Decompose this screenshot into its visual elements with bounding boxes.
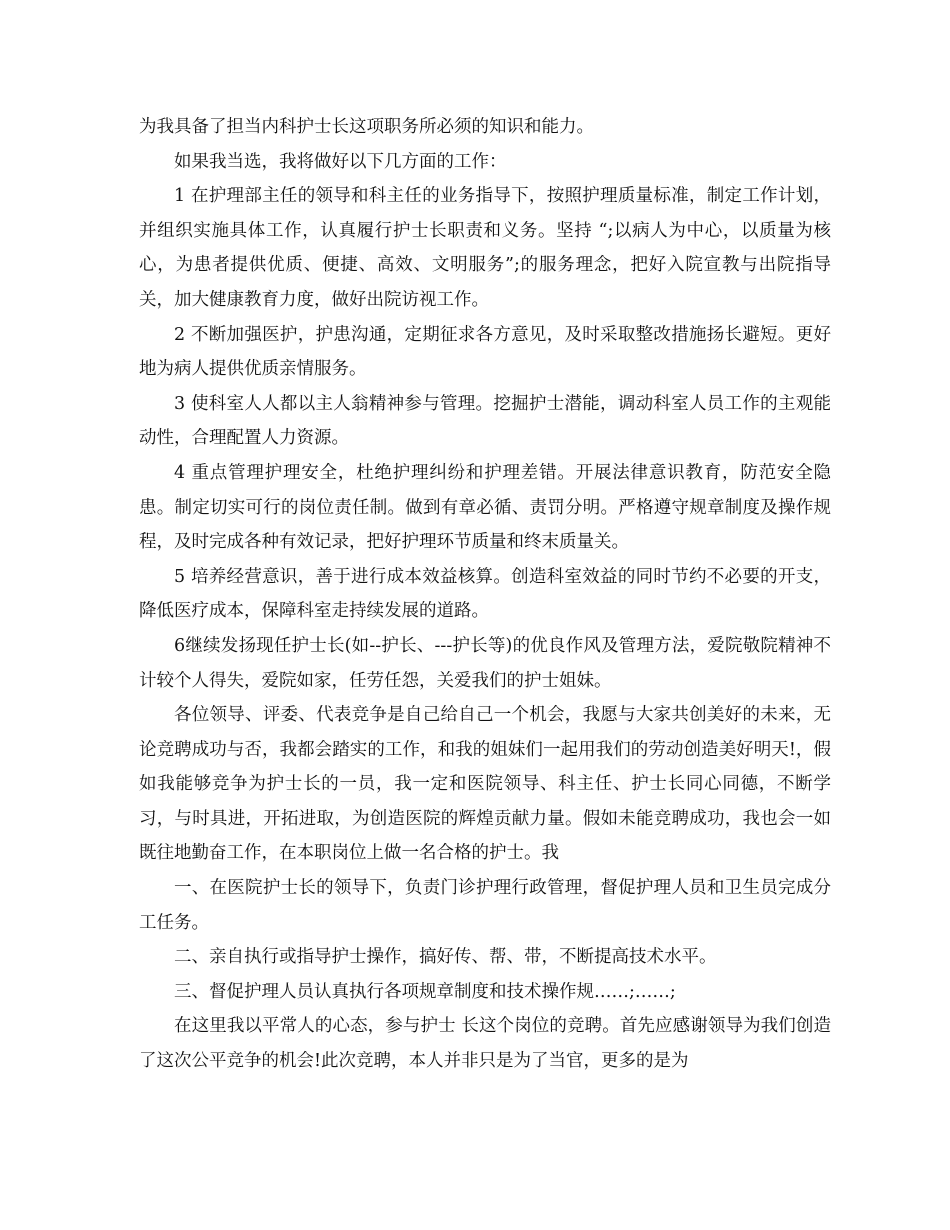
paragraph: 三、督促护理人员认真执行各项规章制度和技术操作规……;……; [174,981,676,1002]
paragraph: 4 重点管理护理安全，杜绝护理纠纷和护理差错。开展法律意识教育，防范安全隐患。制定切实可行的岗位责任制。做到有章必循、责罚分明。严格遵守规章制度及操作规程，及时完成各种有效记录，把好护理环节质量和终末质量关。 [139,462,831,553]
paragraph: 如果我当选，我将做好以下几方面的工作： [174,151,507,172]
paragraph: 2 不断加强医护，护患沟通，定期征求各方意见，及时采取整改措施扬长避短。更好地为病人提供优质亲情服务。 [139,324,831,380]
paragraph: 6继续发扬现任护士长(如--护长、---护长等)的优良作风及管理方法，爱院敬院精神不计较个人得失，爱院如家，任劳任怨，关爱我们的护士姐妹。 [139,635,831,691]
paragraph: 各位领导、评委、代表竞争是自己给自己一个机会，我愿与大家共创美好的未来，无论竞聘成功与否，我都会踏实的工作，和我的姐妹们一起用我们的劳动创造美好明天!，假如我能够竞争为护士长的一员，我一定和医院领导、科主任、护士长同心同德，不断学习，与时具进，开拓进取，为创造医院的辉煌贡献力量。假如未能竞聘成功，我也会一如既往地勤奋工作，在本职岗位上做一名合格的护士。我 [139,705,831,864]
document-body [139,110,831,1079]
paragraph: 5 培养经营意识，善于进行成本效益核算。创造科室效益的同时节约不必要的开支，降低医疗成本，保障科室走持续发展的道路。 [139,566,831,622]
paragraph: 为我具备了担当内科护士长这项职务所必须的知识和能力。 [139,117,594,137]
paragraph: 在这里我以平常人的心态，参与护士 长这个岗位的竞聘。首先应感谢领导为我们创造了这次公平竞争的机会!此次竞聘，本人并非只是为了当官，更多的是为 [139,1016,831,1072]
paragraph: 3 使科室人人都以主人翁精神参与管理。挖掘护士潜能，调动科室人员工作的主观能动性，合理配置人力资源。 [139,393,831,449]
paragraph: 一、在医院护士长的领导下，负责门诊护理行政管理，督促护理人员和卫生员完成分工任务。 [139,878,831,933]
paragraph: 二、亲自执行或指导护士操作，搞好传、帮、带，不断提高技术水平。 [174,947,717,968]
paragraph: 1 在护理部主任的领导和科主任的业务指导下，按照护理质量标准，制定工作计划，并组织实施具体工作，认真履行护士长职责和义务。坚持 “;以病人为中心，以质量为核心，为患者提供优质、便捷、高效、文明服务”;的服务理念，把好入院宣教与出院指导关，加大健康教育力度，做好出院访视工作。 [139,186,831,310]
